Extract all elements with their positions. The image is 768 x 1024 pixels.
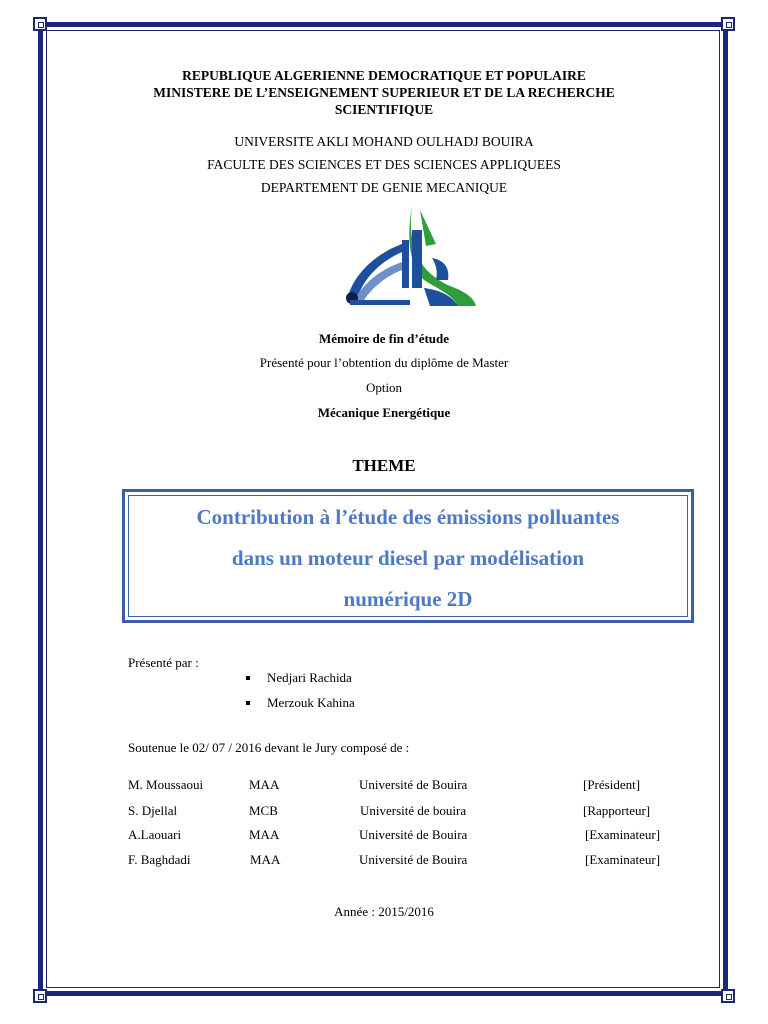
jury-role: [Examinateur] bbox=[585, 852, 661, 867]
author-name: Nedjari Rachida bbox=[267, 670, 352, 685]
thesis-title-line: dans un moteur diesel par modélisation bbox=[231, 546, 585, 570]
corner-ornament-icon bbox=[721, 989, 735, 1003]
corner-ornament-icon bbox=[721, 17, 735, 31]
jury-name: M. Moussaoui bbox=[128, 777, 204, 792]
option-label: Option bbox=[365, 380, 403, 395]
jury-name: F. Baghdadi bbox=[128, 852, 191, 867]
bullet-icon bbox=[246, 676, 250, 680]
jury-role: [Président] bbox=[583, 777, 641, 792]
jury-role: [Rapporteur] bbox=[583, 803, 651, 818]
jury-name: S. Djellal bbox=[128, 803, 178, 818]
thesis-title bbox=[130, 497, 686, 620]
header-ministry: MINISTERE DE L’ENSEIGNEMENT SUPERIEUR ET DE LA RECHERCHE bbox=[153, 85, 615, 100]
university-name: UNIVERSITE AKLI MOHAND OULHADJ BOUIRA bbox=[234, 134, 534, 149]
jury-grade: MAA bbox=[249, 777, 280, 792]
university-logo-icon bbox=[340, 200, 480, 312]
thesis-title-line: Contribution à l’étude des émissions polluantes bbox=[196, 505, 620, 529]
defense-statement: Soutenue le 02/ 07 / 2016 devant le Jury composé de : bbox=[128, 740, 410, 755]
faculty-name: FACULTE DES SCIENCES ET DES SCIENCES APPLIQUEES bbox=[207, 157, 561, 172]
theme-label: THEME bbox=[352, 456, 416, 475]
jury-name: A.Laouari bbox=[128, 827, 182, 842]
jury-institution: Université de Bouira bbox=[359, 777, 468, 792]
presented-by-label: Présenté par : bbox=[128, 655, 199, 670]
memoire-purpose: Présenté pour l’obtention du diplôme de Master bbox=[259, 355, 509, 370]
memoire-title: Mémoire de fin d’étude bbox=[318, 331, 450, 346]
bullet-icon bbox=[246, 701, 250, 705]
academic-year: Année : 2015/2016 bbox=[334, 904, 434, 919]
corner-ornament-icon bbox=[33, 17, 47, 31]
thesis-title-line: numérique 2D bbox=[343, 587, 473, 611]
author-name: Merzouk Kahina bbox=[267, 695, 355, 710]
jury-institution: Université de Bouira bbox=[359, 852, 468, 867]
jury-grade: MAA bbox=[249, 827, 280, 842]
jury-grade: MCB bbox=[249, 803, 278, 818]
department-name: DEPARTEMENT DE GENIE MECANIQUE bbox=[260, 180, 508, 195]
jury-institution: Université de bouira bbox=[360, 803, 467, 818]
jury-institution: Université de Bouira bbox=[359, 827, 468, 842]
header-republic: REPUBLIQUE ALGERIENNE DEMOCRATIQUE ET POPULAIRE bbox=[182, 68, 586, 83]
jury-role: [Examinateur] bbox=[585, 827, 661, 842]
jury-grade: MAA bbox=[250, 852, 281, 867]
corner-ornament-icon bbox=[33, 989, 47, 1003]
option-value: Mécanique Energétique bbox=[317, 405, 451, 420]
header-ministry-cont: SCIENTIFIQUE bbox=[334, 102, 434, 117]
